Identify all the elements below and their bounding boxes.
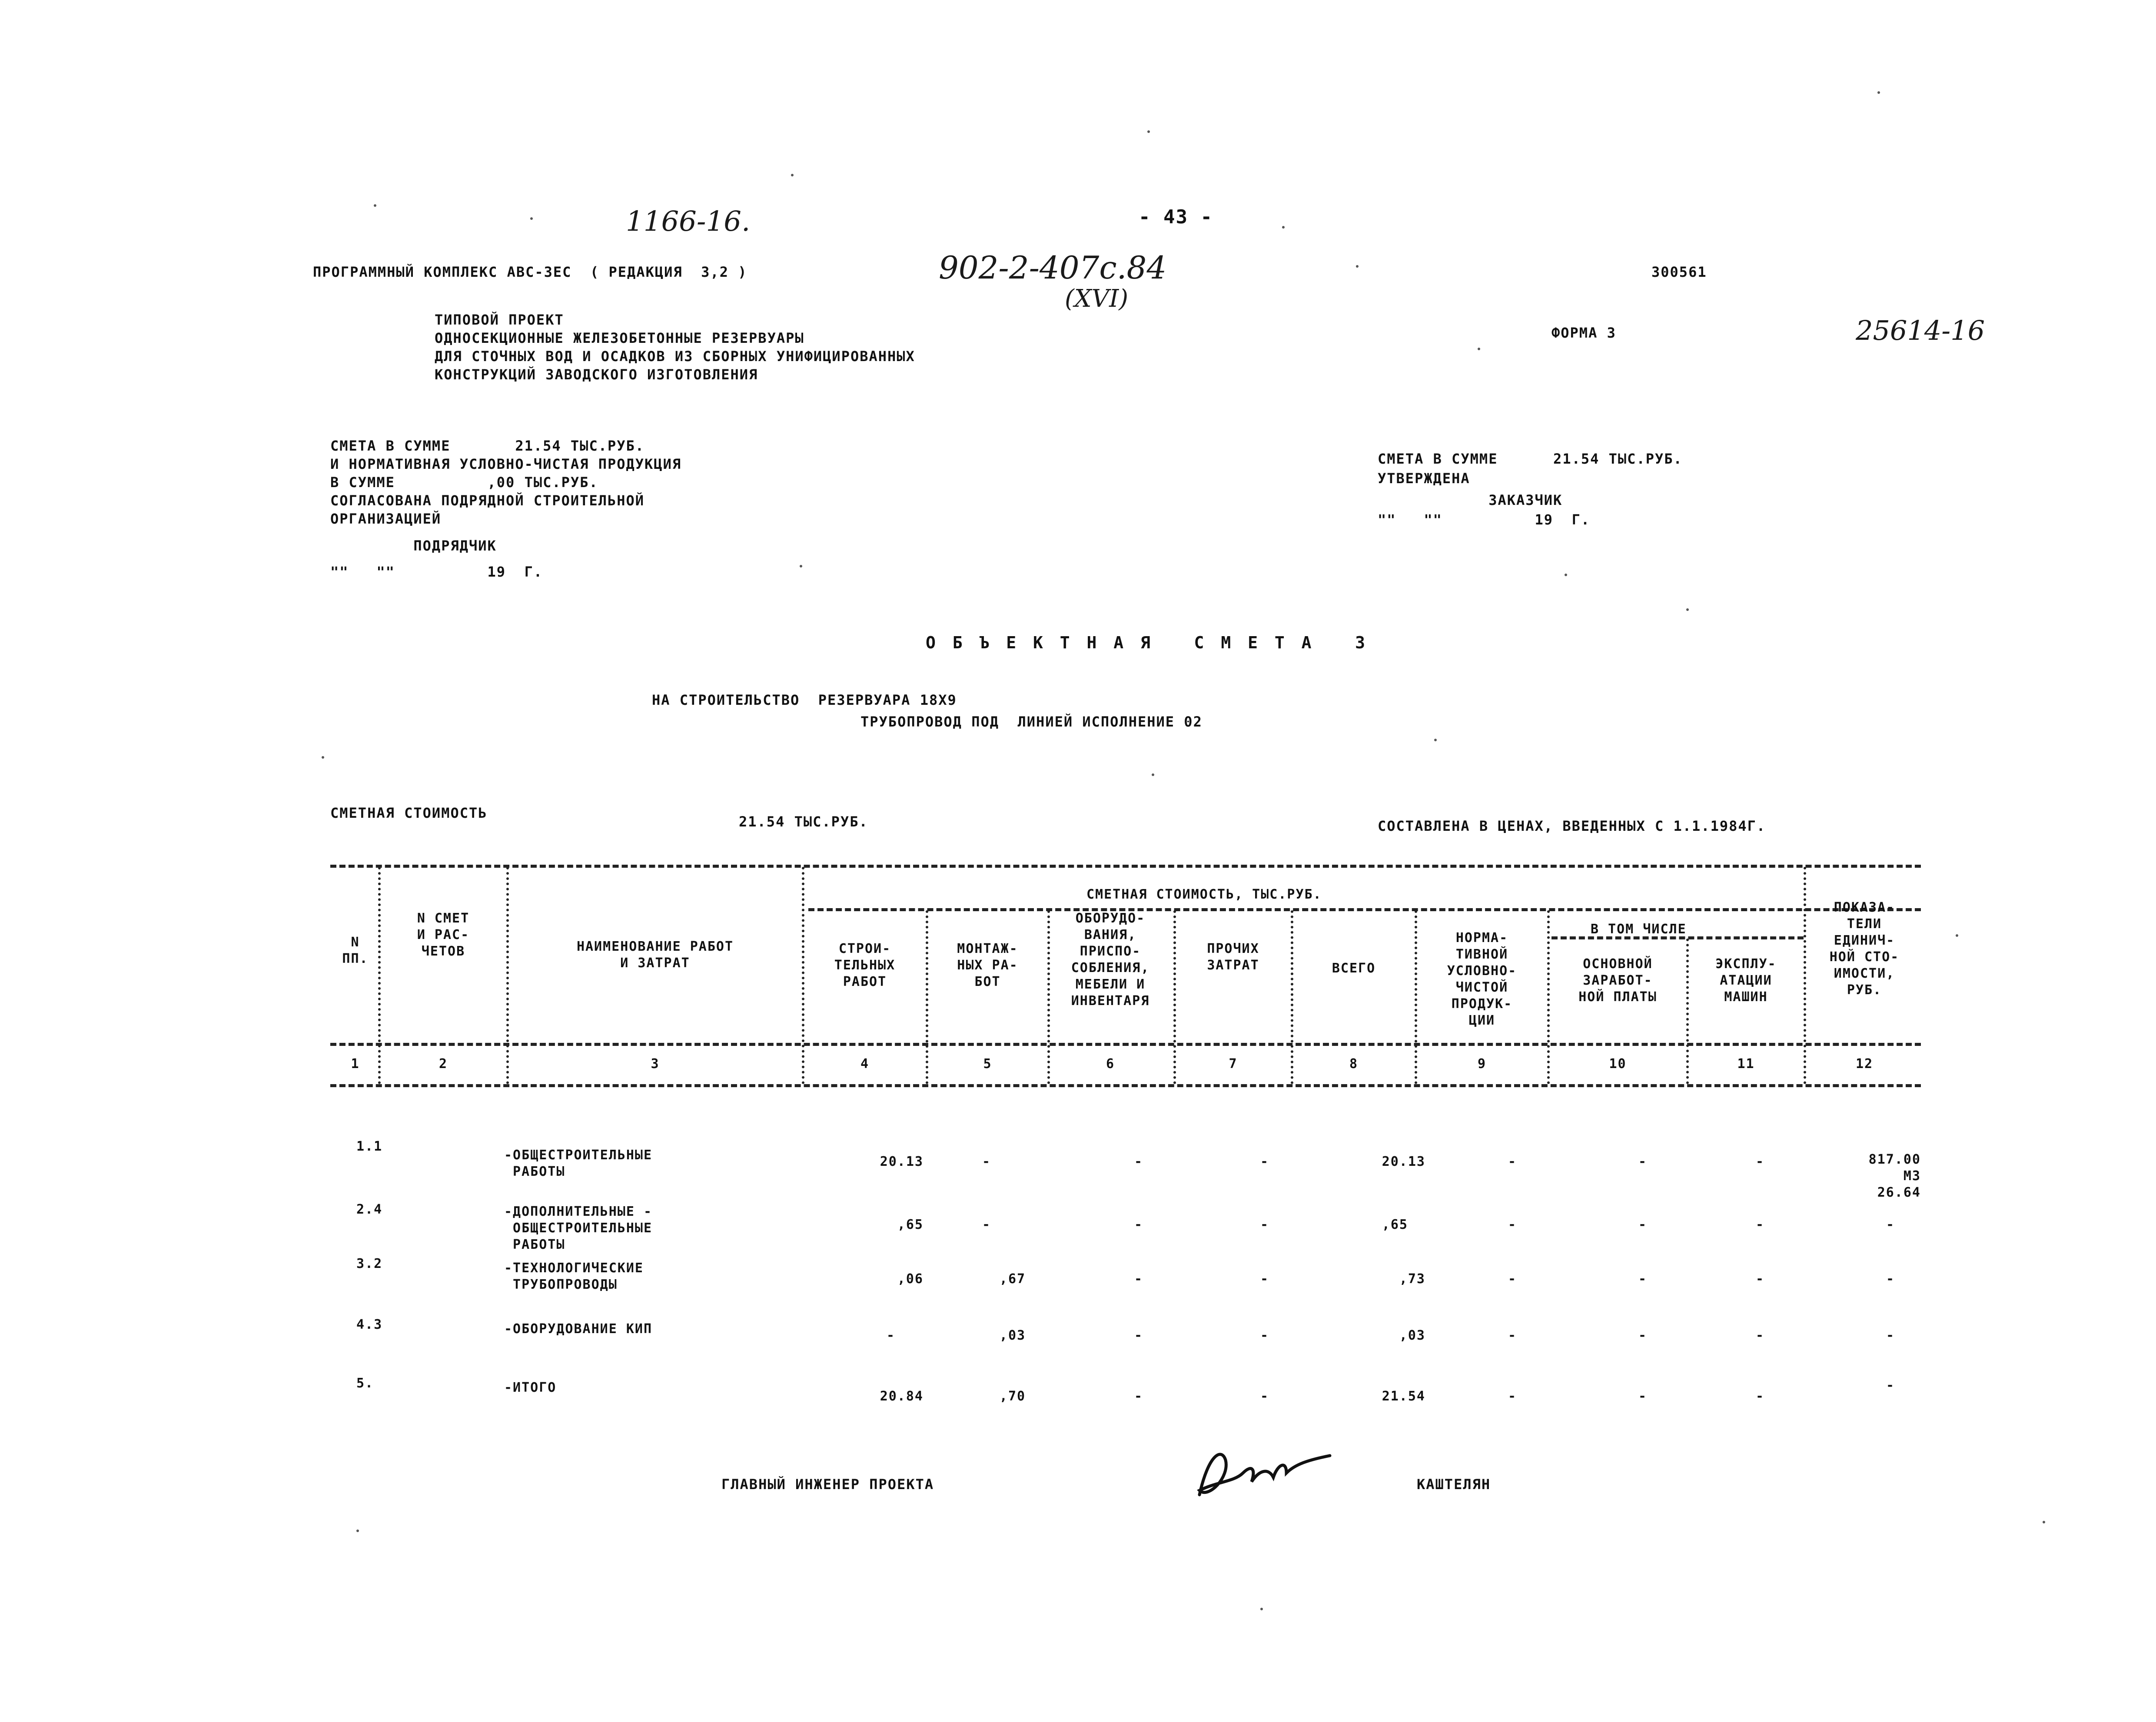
price-basis: СОСТАВЛЕНА В ЦЕНАХ, ВВЕДЕННЫХ С 1.1.1984Г. bbox=[1378, 818, 1766, 834]
row-other: - bbox=[1260, 1328, 1269, 1343]
col-divider bbox=[1291, 910, 1293, 1084]
row-total: 21.54 bbox=[1382, 1389, 1425, 1404]
signature bbox=[1182, 1430, 1347, 1512]
left-line: И НОРМАТИВНАЯ УСЛОВНО-ЧИСТАЯ ПРОДУКЦИЯ bbox=[330, 456, 682, 472]
row-total: ,73 bbox=[1399, 1271, 1425, 1287]
col-divider bbox=[1547, 910, 1550, 1084]
row-installation: - bbox=[982, 1217, 991, 1232]
row-other: - bbox=[1260, 1389, 1269, 1404]
row-equipment: - bbox=[1134, 1328, 1143, 1343]
row-wages: - bbox=[1638, 1328, 1648, 1343]
col-header-normative: НОРМА- ТИВНОЙ УСЛОВНО- ЧИСТОЙ ПРОДУК- ЦИИ bbox=[1447, 930, 1517, 1028]
header-code: 300561 bbox=[1651, 264, 1707, 280]
col-header-machines: ЭКСПЛУ- АТАЦИИ МАШИН bbox=[1715, 956, 1777, 1005]
right-line: ЗАКАЗЧИК bbox=[1378, 492, 1563, 508]
left-line: СОГЛАСОВАНА ПОДРЯДНОЙ СТРОИТЕЛЬНОЙ bbox=[330, 492, 645, 509]
title-line-1: НА СТРОИТЕЛЬСТВО РЕЗЕРВУАРА 18Х9 bbox=[652, 692, 957, 708]
col-number: 3 bbox=[651, 1056, 660, 1072]
col-divider bbox=[506, 867, 509, 1084]
row-name: -ИТОГО bbox=[504, 1380, 557, 1395]
col-header-construction: СТРОИ- ТЕЛЬНЫХ РАБОТ bbox=[834, 941, 896, 989]
col-divider bbox=[802, 867, 804, 1084]
row-construction: - bbox=[886, 1328, 896, 1343]
row-installation: ,03 bbox=[999, 1328, 1026, 1343]
row-name: -ДОПОЛНИТЕЛЬНЫЕ - ОБЩЕСТРОИТЕЛЬНЫЕ РАБОТЫ bbox=[504, 1204, 653, 1252]
row-machines: - bbox=[1755, 1217, 1765, 1232]
handwritten-archive-number: 25614-16 bbox=[1856, 315, 1985, 346]
col-header-name: НАИМЕНОВАНИЕ РАБОТ И ЗАТРАТ bbox=[576, 939, 734, 971]
row-total: ,65 bbox=[1382, 1217, 1408, 1232]
col-number: 5 bbox=[983, 1056, 992, 1072]
row-machines: - bbox=[1755, 1328, 1765, 1343]
col-num-rule bbox=[330, 1084, 1921, 1087]
col-number: 2 bbox=[439, 1056, 448, 1072]
row-unit-cost: 817.00 М3 26.64 bbox=[1868, 1152, 1921, 1200]
row-normative: - bbox=[1508, 1217, 1517, 1232]
right-line: УТВЕРЖДЕНА bbox=[1378, 470, 1470, 487]
forma-label: ФОРМА 3 bbox=[1551, 325, 1616, 341]
col-number: 1 bbox=[351, 1056, 360, 1072]
project-line: ТИПОВОЙ ПРОЕКТ bbox=[435, 312, 564, 328]
col-header-other: ПРОЧИХ ЗАТРАТ bbox=[1207, 941, 1259, 973]
row-unit-cost: - bbox=[1886, 1271, 1895, 1287]
col-number: 7 bbox=[1229, 1056, 1238, 1072]
col-header-wages: ОСНОВНОЙ ЗАРАБОТ- НОЙ ПЛАТЫ bbox=[1578, 956, 1657, 1005]
row-other: - bbox=[1260, 1217, 1269, 1232]
left-line: ПОДРЯДЧИК bbox=[330, 538, 497, 554]
program-line: ПРОГРАММНЫЙ КОМПЛЕКС АВС-3ЕС ( РЕДАКЦИЯ 3,2 ) bbox=[313, 264, 747, 280]
row-construction: ,06 bbox=[897, 1271, 924, 1287]
group-header: СМЕТНАЯ СТОИМОСТЬ, ТЫС.РУБ. bbox=[1086, 887, 1322, 902]
left-line: В СУММЕ ,00 ТЫС.РУБ. bbox=[330, 474, 598, 491]
table-top-rule bbox=[330, 865, 1921, 868]
col-divider bbox=[926, 910, 928, 1084]
row-num: 2.4 bbox=[356, 1202, 383, 1217]
chief-engineer-name: КАШТЕЛЯН bbox=[1417, 1476, 1491, 1493]
document-title: О Б Ъ Е К Т Н А Я С М Е Т А 3 bbox=[926, 633, 1369, 652]
project-line: ОДНОСЕКЦИОННЫЕ ЖЕЛЕЗОБЕТОННЫЕ РЕЗЕРВУАРЫ bbox=[435, 330, 804, 346]
estimated-cost-value: 21.54 ТЫС.РУБ. bbox=[739, 813, 868, 830]
col-divider bbox=[1415, 910, 1417, 1084]
col-header-equipment: ОБОРУДО- ВАНИЯ, ПРИСПО- СОБЛЕНИЯ, МЕБЕЛИ И ИНВЕНТАРЯ bbox=[1071, 911, 1150, 1009]
handwritten-project-code: 902-2-407с.84 bbox=[939, 249, 1167, 286]
row-num: 3.2 bbox=[356, 1256, 383, 1271]
row-installation: - bbox=[982, 1154, 991, 1169]
col-number: 11 bbox=[1737, 1056, 1755, 1072]
col-header-estimate-num: N СМЕТ И РАС- ЧЕТОВ bbox=[417, 911, 470, 959]
col-header-unit-cost: ПОКАЗА- ТЕЛИ ЕДИНИЧ- НОЙ СТО- ИМОСТИ, РУБ. bbox=[1829, 900, 1900, 998]
left-line: "" "" 19 Г. bbox=[330, 564, 543, 580]
row-normative: - bbox=[1508, 1389, 1517, 1404]
col-number: 6 bbox=[1106, 1056, 1115, 1072]
group-rule bbox=[808, 908, 1921, 911]
row-machines: - bbox=[1755, 1389, 1765, 1404]
row-name: -ТЕХНОЛОГИЧЕСКИЕ ТРУБОПРОВОДЫ bbox=[504, 1261, 644, 1292]
col-number: 8 bbox=[1349, 1056, 1359, 1072]
row-other: - bbox=[1260, 1271, 1269, 1287]
row-construction: 20.84 bbox=[880, 1389, 924, 1404]
row-normative: - bbox=[1508, 1271, 1517, 1287]
row-installation: ,67 bbox=[999, 1271, 1026, 1287]
row-construction: ,65 bbox=[897, 1217, 924, 1232]
col-header-num: N ПП. bbox=[342, 935, 369, 966]
subgroup-header: В ТОМ ЧИСЛЕ bbox=[1591, 922, 1687, 937]
col-header-installation: МОНТАЖ- НЫХ РА- БОТ bbox=[957, 941, 1018, 989]
right-line: "" "" 19 Г. bbox=[1378, 511, 1591, 528]
header-bottom-rule bbox=[330, 1043, 1921, 1046]
estimated-cost-label: СМЕТНАЯ СТОИМОСТЬ bbox=[330, 805, 488, 821]
row-equipment: - bbox=[1134, 1154, 1143, 1169]
col-header-total: ВСЕГО bbox=[1332, 961, 1376, 976]
handwritten-roman: (XVI) bbox=[1065, 285, 1129, 313]
row-equipment: - bbox=[1134, 1217, 1143, 1232]
row-unit-cost: - bbox=[1886, 1378, 1895, 1393]
row-equipment: - bbox=[1134, 1389, 1143, 1404]
row-total: 20.13 bbox=[1382, 1154, 1425, 1169]
row-wages: - bbox=[1638, 1271, 1648, 1287]
page-mark: - 43 - bbox=[1139, 206, 1213, 228]
row-name: -ОБЩЕСТРОИТЕЛЬНЫЕ РАБОТЫ bbox=[504, 1148, 653, 1179]
row-machines: - bbox=[1755, 1271, 1765, 1287]
chief-engineer-role: ГЛАВНЫЙ ИНЖЕНЕР ПРОЕКТА bbox=[721, 1476, 934, 1493]
row-total: ,03 bbox=[1399, 1328, 1425, 1343]
row-num: 1.1 bbox=[356, 1139, 383, 1154]
row-normative: - bbox=[1508, 1328, 1517, 1343]
col-divider bbox=[1686, 939, 1689, 1084]
row-name: -ОБОРУДОВАНИЕ КИП bbox=[504, 1321, 653, 1337]
row-num: 4.3 bbox=[356, 1317, 383, 1332]
col-number: 10 bbox=[1609, 1056, 1627, 1072]
row-wages: - bbox=[1638, 1154, 1648, 1169]
row-normative: - bbox=[1508, 1154, 1517, 1169]
right-line: СМЕТА В СУММЕ 21.54 ТЫС.РУБ. bbox=[1378, 451, 1683, 467]
col-number: 12 bbox=[1855, 1056, 1874, 1072]
row-wages: - bbox=[1638, 1217, 1648, 1232]
row-unit-cost: - bbox=[1886, 1328, 1895, 1343]
col-number: 9 bbox=[1477, 1056, 1487, 1072]
handwritten-top-number: 1166-16. bbox=[626, 206, 751, 238]
left-line: СМЕТА В СУММЕ 21.54 ТЫС.РУБ. bbox=[330, 438, 645, 454]
row-machines: - bbox=[1755, 1154, 1765, 1169]
row-other: - bbox=[1260, 1154, 1269, 1169]
col-number: 4 bbox=[860, 1056, 870, 1072]
project-line: КОНСТРУКЦИЙ ЗАВОДСКОГО ИЗГОТОВЛЕНИЯ bbox=[435, 366, 758, 383]
project-line: ДЛЯ СТОЧНЫХ ВОД И ОСАДКОВ ИЗ СБОРНЫХ УНИФИЦИРОВАННЫХ bbox=[435, 348, 915, 365]
row-equipment: - bbox=[1134, 1271, 1143, 1287]
col-divider bbox=[378, 867, 381, 1084]
row-installation: ,70 bbox=[999, 1389, 1026, 1404]
row-construction: 20.13 bbox=[880, 1154, 924, 1169]
row-unit-cost: - bbox=[1886, 1217, 1895, 1232]
row-wages: - bbox=[1638, 1389, 1648, 1404]
left-line: ОРГАНИЗАЦИЕЙ bbox=[330, 511, 442, 527]
title-line-2: ТРУБОПРОВОД ПОД ЛИНИЕЙ ИСПОЛНЕНИЕ 02 bbox=[860, 713, 1203, 730]
row-num: 5. bbox=[356, 1376, 374, 1391]
col-divider bbox=[1173, 910, 1176, 1084]
col-divider bbox=[1804, 867, 1806, 1084]
